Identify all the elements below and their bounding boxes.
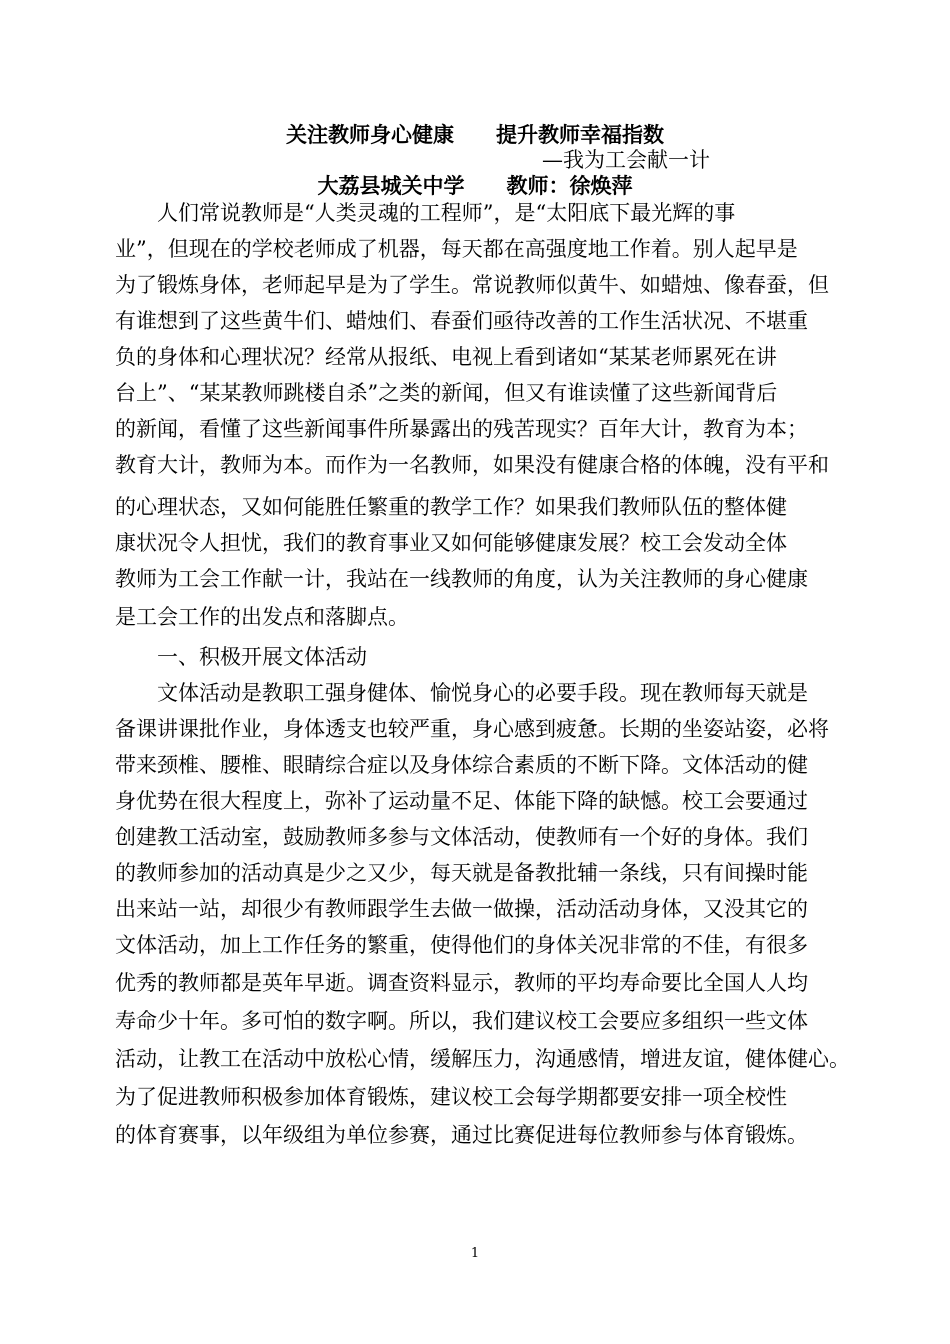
body-line: 备课讲课批作业，身体透支也较严重，身心感到疲惫。长期的坐姿站姿，必将 (115, 717, 829, 741)
body-line: 教师为工会工作献一计，我站在一线教师的角度，认为关注教师的身心健康 (115, 567, 808, 591)
body-line: 为了促进教师积极参加体育锻炼，建议校工会每学期都要安排一项全校性 (115, 1085, 787, 1109)
body-line: 的新闻，看懂了这些新闻事件所暴露出的残苦现实？百年大计，教育为本； (115, 417, 808, 441)
body-line: 的体育赛事，以年级组为单位参赛，通过比赛促进每位教师参与体育锻炼。 (115, 1123, 808, 1147)
author-line: 大荔县城关中学 教师：徐焕萍 (317, 173, 633, 198)
body-line: 为了锻炼身体，老师起早是为了学生。常说教师似黄牛、如蜡烛、像春蚕，但 (115, 273, 829, 297)
body-line: 寿命少十年。多可怕的数字啊。所以，我们建议校工会要应多组织一些文体 (115, 1009, 808, 1033)
body-line: 出来站一站，却很少有教师跟学生去做一做操，活动活动身体，又没其它的 (115, 897, 808, 921)
body-line: 人们常说教师是“人类灵魂的工程师”，是“太阳底下最光辉的事 (115, 201, 736, 225)
body-line: 业”，但现在的学校老师成了机器，每天都在高强度地工作着。别人起早是 (115, 237, 798, 261)
document-title: 关注教师身心健康 提升教师幸福指数 (286, 122, 664, 147)
body-line: 是工会工作的出发点和落脚点。 (115, 605, 409, 629)
body-line: 文体活动，加上工作任务的繁重，使得他们的身体关况非常的不佳，有很多 (115, 933, 808, 957)
body-line: 的教师参加的活动真是少之又少，每天就是备教批辅一条线，只有间操时能 (115, 861, 808, 885)
body-line: 优秀的教师都是英年早逝。调查资料显示，教师的平均寿命要比全国人人均 (115, 971, 808, 995)
body-line: 活动，让教工在活动中放松心情，缓解压力，沟通感情，增进友谊，健体健心。 (115, 1047, 850, 1071)
body-line: 文体活动是教职工强身健体、愉悦身心的必要手段。现在教师每天就是 (115, 681, 808, 705)
page-number: 1 (470, 1246, 480, 1261)
section-heading: 一、积极开展文体活动 (115, 645, 367, 669)
document-subtitle: —我为工会献一计 (542, 148, 710, 172)
body-line: 身优势在很大程度上，弥补了运动量不足、体能下降的缺憾。校工会要通过 (115, 789, 808, 813)
body-line: 的心理状态，又如何能胜任繁重的教学工作？如果我们教师队伍的整体健 (115, 495, 787, 519)
body-line: 台上”、“某某教师跳楼自杀”之类的新闻，但又有谁读懂了这些新闻背后 (115, 381, 778, 405)
body-line: 康状况令人担忧，我们的教育事业又如何能够健康发展？校工会发动全体 (115, 531, 787, 555)
body-line: 带来颈椎、腰椎、眼睛综合症以及身体综合素质的不断下降。文体活动的健 (115, 753, 808, 777)
body-line: 创建教工活动室，鼓励教师多参与文体活动，使教师有一个好的身体。我们 (115, 825, 808, 849)
body-line: 负的身体和心理状况？经常从报纸、电视上看到诸如“某某老师累死在讲 (115, 345, 777, 369)
body-line: 教育大计，教师为本。而作为一名教师，如果没有健康合格的体魄，没有平和 (115, 453, 829, 477)
body-line: 有谁想到了这些黄牛们、蜡烛们、春蚕们亟待改善的工作生活状况、不堪重 (115, 309, 808, 333)
